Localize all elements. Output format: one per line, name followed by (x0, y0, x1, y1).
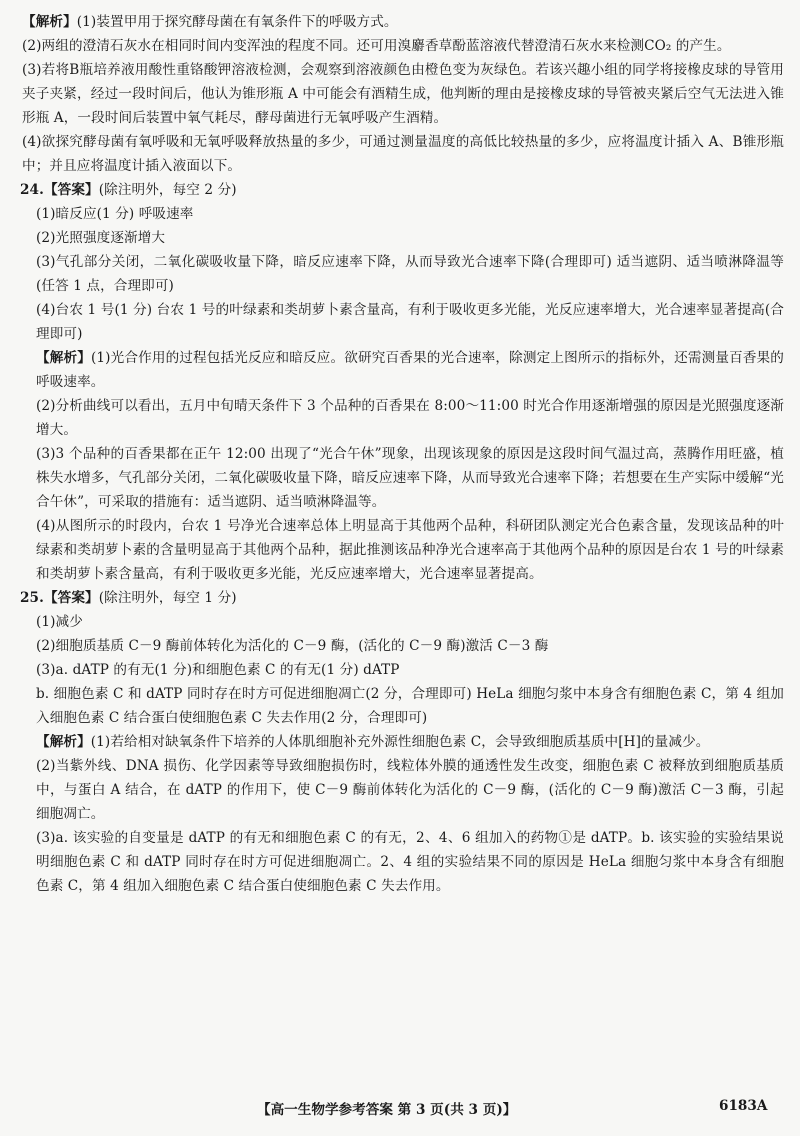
q25-analysis-1: 【解析】(1)若给相对缺氧条件下培养的人体肌细胞补充外源性细胞色素 C，会导致细胞质基质中[H]的量减少。 (36, 734, 710, 750)
analysis-tag: 【解析】 (36, 350, 91, 366)
q24-answer-2: (2)光照强度逐渐增大 (36, 230, 166, 246)
q25-answer-3a: (3)a. dATP 的有无(1 分)和细胞色素 C 的有无(1 分) dATP (36, 662, 400, 678)
footer-code: 6183A (719, 1098, 768, 1114)
q24-analysis-1: 【解析】(1)光合作用的过程包括光反应和暗反应。欲研究百香果的光合速率，除测定上图所示的指标外，还需测量百香果的呼吸速率。 (36, 350, 784, 390)
q25-answer-2: (2)细胞质基质 C－9 酶前体转化为活化的 C－9 酶，(活化的 C－9 酶)激活 C－3 酶 (36, 638, 549, 654)
q25-answer-3b: b. 细胞色素 C 和 dATP 同时存在时方可促进细胞凋亡(2 分，合理即可) HeLa 细胞匀浆中本身含有细胞色素 C，第 4 组加入细胞色素 C 结合蛋白使细胞色素 C 失去作用(2 分，合理即可) (36, 686, 784, 726)
q24-answer-4: (4)台农 1 号(1 分) 台农 1 号的叶绿素和类胡萝卜素含量高，有利于吸收更多光能，光反应速率增大，光合速率显著提高(合理即可) (36, 302, 784, 342)
q24-analysis-3: (3)3 个品种的百香果都在正午 12:00 出现了“光合午休”现象，出现该现象的原因是这段时间气温过高，蒸腾作用旺盛，植株失水增多，气孔部分关闭，二氧化碳吸收量下降，暗反应速率下降，从而导致光合速率下降；若想要在生产实际中缓解“光合午休”，可采取的措施有：适当遮阴、适当喷淋降温等。 (36, 446, 784, 510)
q24-answer-header: 24.【答案】(除注明外，每空 2 分) (20, 182, 237, 198)
q23-analysis-2: (2)两组的澄清石灰水在相同时间内变浑浊的程度不同。还可用溴麝香草酚蓝溶液代替澄清石灰水来检测CO₂ 的产生。 (22, 38, 731, 54)
q25-answer-header: 25.【答案】(除注明外，每空 1 分) (20, 590, 237, 606)
analysis-tag: 【解析】 (36, 734, 91, 750)
q24-analysis-2: (2)分析曲线可以看出，五月中旬晴天条件下 3 个品种的百香果在 8:00～11:00 时光合作用逐渐增强的原因是光照强度逐渐增大。 (36, 398, 784, 438)
answer-tag: 【答案】 (43, 590, 99, 606)
q25-analysis-2: (2)当紫外线、DNA 损伤、化学因素等导致细胞损伤时，线粒体外膜的通透性发生改变，细胞色素 C 被释放到细胞质基质中，与蛋白 A 结合，在 dATP 的作用下，使 C－9 酶前体转化为活化的 C－9 酶，(活化的 C－9 酶)激活 C－3 酶，引起细胞凋亡。 (36, 758, 784, 822)
q25-answer-1: (1)减少 (36, 614, 83, 630)
footer-title: 【高一生物学参考答案 第 3 页(共 3 页)】 (257, 1102, 517, 1118)
q23-analysis-1: 【解析】(1)装置甲用于探究酵母菌在有氧条件下的呼吸方式。 (22, 14, 398, 30)
q25-analysis-3: (3)a. 该实验的自变量是 dATP 的有无和细胞色素 C 的有无，2、4、6 组加入的药物①是 dATP。b. 该实验的实验结果说明细胞色素 C 和 dATP 同时存在时方可促进细胞凋亡。2、4 组的实验结果不同的原因是 HeLa 细胞匀浆中本身含有细胞色素 C，第 4 组加入细胞色素 C 结合蛋白使细胞色素 C 失去作用。 (36, 830, 784, 894)
q23-analysis-4: (4)欲探究酵母菌有氧呼吸和无氧呼吸释放热量的多少，可通过测量温度的高低比较热量的多少，应将温度计插入 A、B锥形瓶中；并且应将温度计插入液面以下。 (22, 134, 784, 174)
question-number: 24. (20, 182, 44, 198)
q24-analysis-4: (4)从图所示的时段内，台农 1 号净光合速率总体上明显高于其他两个品种，科研团队测定光合色素含量，发现该品种的叶绿素和类胡萝卜素的含量明显高于其他两个品种，据此推测该品种净光合速率高于其他两个品种的原因是台农 1 号的叶绿素和类胡萝卜素含量高，有利于吸收更多光能，光反应速率增大，光合速率显著提高。 (36, 518, 784, 582)
q24-answer-3: (3)气孔部分关闭，二氧化碳吸收量下降，暗反应速率下降，从而导致光合速率下降(合理即可) 适当遮阴、适当喷淋降温等(任答 1 点，合理即可) (36, 254, 784, 294)
q23-analysis-3: (3)若将B瓶培养液用酸性重铬酸钾溶液检测，会观察到溶液颜色由橙色变为灰绿色。若该兴趣小组的同学将接橡皮球的导管用夹子夹紧，经过一段时间后，他认为锥形瓶 A 中可能会有酒精生成，他判断的理由是接橡皮球的导管被夹紧后空气无法进入锥形瓶 A，一段时间后装置中氧气耗尽，酵母菌进行无氧呼吸产生酒精。 (22, 62, 784, 126)
question-number: 25. (20, 590, 44, 606)
document-page (22, 10, 784, 898)
answer-tag: 【答案】 (43, 182, 99, 198)
analysis-tag: 【解析】 (22, 14, 77, 30)
q24-answer-1: (1)暗反应(1 分) 呼吸速率 (36, 206, 194, 222)
